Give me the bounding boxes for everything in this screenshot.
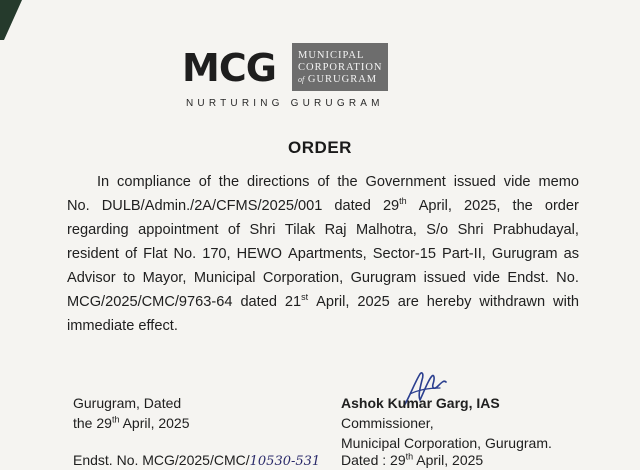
place-date-block [73,393,190,433]
order-word: In [97,174,110,190]
order-line [67,194,579,218]
order-word: Shri [249,222,276,238]
order-word: Advisor [67,270,116,286]
order-word: HEWO [236,246,283,262]
order-word: Part-II, [442,246,486,262]
order-word: are [397,294,419,310]
endorsement-number [73,452,320,469]
order-word: to [123,270,136,286]
order-line [67,218,579,242]
order-word: issued [453,174,496,190]
order-word: order [544,198,579,214]
order-word: the [337,174,358,190]
order-word: 170, [202,246,231,262]
order-word: dated [334,198,371,214]
order-word: Shri [457,222,484,238]
issue-date-rest: April, 2025 [122,415,190,431]
order-word: Mayor, [142,270,187,286]
logo-mcg-text: MCG [182,46,276,90]
order-word: of [227,222,241,238]
order-word: Gurugram [350,270,417,286]
order-word: 2025, [463,198,501,214]
mcg-logo [182,40,392,112]
document-title: ORDER [288,138,352,157]
endst-date-day: 29 [390,452,406,468]
order-word: DULB/Admin./2A/CFMS/2025/001 [101,198,323,214]
order-word: Tilak [284,222,316,238]
order-word: Municipal [193,270,256,286]
logo-box-line: MUNICIPAL [298,50,365,61]
order-word: 2025 [357,294,390,310]
order-line [67,266,579,290]
issue-date [73,413,190,433]
logo-name-box [292,43,388,91]
order-word: Corporation, [262,270,344,286]
order-word: of [124,246,138,262]
logo-box-line [298,74,388,86]
order-word-sup: st [301,292,309,303]
logo-box-city: GURUGRAM [307,74,378,85]
order-word: the [218,174,240,190]
order-word: April, [316,294,350,310]
order-word: directions [246,174,310,190]
order-word: No. [173,246,197,262]
logo-box-of: of [298,75,305,84]
signatory-block [341,393,552,453]
order-word: Gurugram [491,246,558,262]
order-word: hereby [426,294,472,310]
order-word: Raj [324,222,347,238]
order-line [67,170,579,194]
order-word: memo [538,174,579,190]
order-word: with [553,294,579,310]
order-word-sup: th [399,196,407,207]
order-word: dated [240,294,277,310]
order-word: 29th [382,196,407,214]
endst-date-sup: th [405,451,414,462]
order-word: the [512,198,533,214]
order-word: Apartments, [288,246,367,262]
order-word: as [563,246,579,262]
order-word: compliance [117,174,191,190]
order-word: of [317,174,330,190]
endst-prefix: Endst. No. MCG/2025/CMC/ [73,452,250,468]
signatory-title: Commissioner, [341,415,434,431]
page-edge-shadow [0,0,22,40]
order-word: MCG/2025/CMC/9763-64 [67,294,233,310]
signatory-org: Municipal Corporation, Gurugram. [341,435,552,451]
order-word: S/o [426,222,449,238]
order-body [67,170,579,338]
order-line [67,314,579,338]
order-word: withdrawn [479,294,546,310]
order-word: resident [67,246,119,262]
endst-date-rest: April, 2025 [416,452,484,468]
order-word: Government [365,174,446,190]
order-word: immediate [67,318,135,334]
order-word: regarding [67,222,129,238]
order-word: Endst. [507,270,549,286]
endst-date-label: Dated : [341,452,387,468]
issue-date-day: 29 [96,415,112,431]
logo-tagline: NURTURING GURUGRAM [186,98,384,109]
order-word: Malhotra, [355,222,417,238]
endorsement-date [341,452,483,468]
logo-box-line: CORPORATION [298,62,383,73]
endst-handwritten-number: 10530-531 [249,454,321,469]
order-word: 21st [284,292,309,310]
order-word: appointment [138,222,219,238]
order-word: of [198,174,211,190]
issue-date-prefix: the [73,415,93,431]
order-word: Sector-15 [372,246,437,262]
order-word: April, [418,198,452,214]
order-word: No. [67,198,90,214]
order-word: effect. [138,318,178,334]
order-word: issued [423,270,466,286]
place-dated: Gurugram, Dated [73,395,182,411]
signatory-name: Ashok Kumar Garg, IAS [341,395,500,411]
order-word: Prabhudayal, [492,222,579,238]
order-line [67,290,579,314]
issue-date-sup: th [111,414,120,425]
order-word: vide [503,174,531,190]
order-line [67,242,579,266]
order-word: Flat [143,246,168,262]
order-word: No. [556,270,579,286]
order-word: vide [473,270,501,286]
